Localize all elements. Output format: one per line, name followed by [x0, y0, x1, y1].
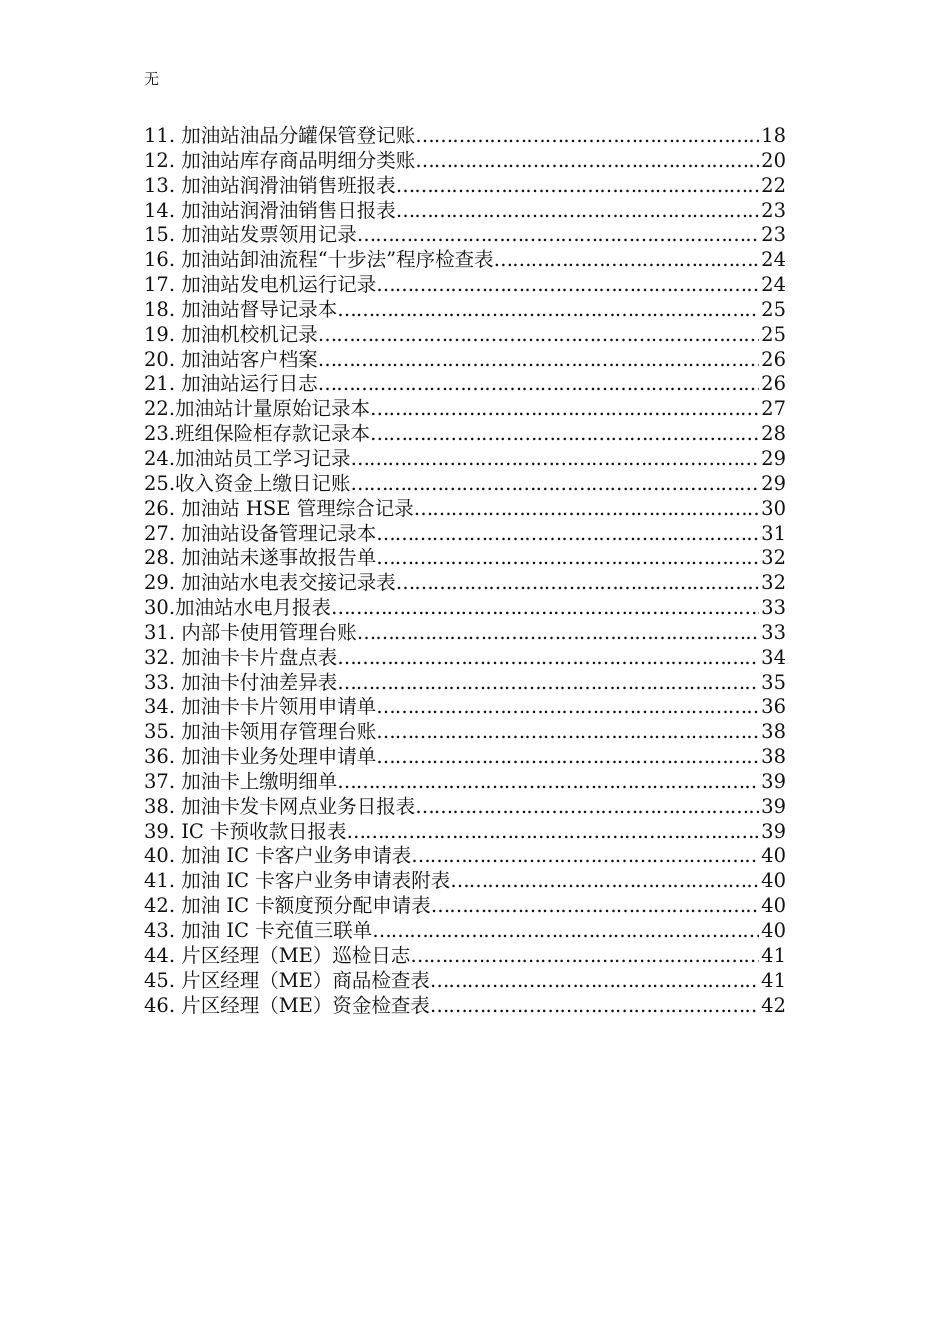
toc-dot-leader	[396, 174, 759, 199]
toc-entry-title: 30.加油站水电月报表	[144, 596, 332, 620]
toc-dot-leader	[376, 522, 759, 547]
toc-dot-leader	[396, 571, 759, 596]
toc-dot-leader	[347, 820, 760, 845]
toc-dot-leader	[376, 745, 759, 770]
toc-page-number: 33	[761, 620, 786, 644]
toc-page-number: 38	[761, 720, 786, 744]
toc-entry-title: 14. 加油站润滑油销售日报表	[144, 198, 396, 222]
toc-dot-leader	[431, 894, 759, 919]
toc-dot-leader	[430, 994, 759, 1019]
toc-page-number: 26	[761, 347, 786, 371]
toc-entry-title: 26. 加油站 HSE 管理综合记录	[144, 496, 414, 520]
toc-entry[interactable]	[144, 869, 806, 894]
toc-entry-title: 18. 加油站督导记录本	[144, 297, 338, 321]
toc-dot-leader	[372, 919, 759, 944]
toc-entry[interactable]	[144, 248, 806, 273]
toc-entry[interactable]	[144, 199, 806, 224]
toc-entry[interactable]	[144, 969, 806, 994]
toc-entry-title: 34. 加油卡卡片领用申请单	[144, 695, 377, 719]
toc-entry[interactable]	[144, 770, 806, 795]
toc-entry[interactable]	[144, 795, 806, 820]
toc-dot-leader	[337, 646, 759, 671]
toc-entry[interactable]	[144, 323, 806, 348]
toc-page-number: 25	[761, 322, 786, 346]
toc-entry-title: 28. 加油站未遂事故报告单	[144, 546, 377, 570]
toc-page-number: 33	[761, 596, 786, 620]
toc-entry[interactable]	[144, 348, 806, 373]
toc-entry-title: 37. 加油卡上缴明细单	[144, 769, 338, 793]
toc-entry[interactable]	[144, 919, 806, 944]
toc-dot-leader	[494, 248, 760, 273]
toc-page-number: 40	[761, 919, 786, 942]
toc-entry[interactable]	[144, 546, 806, 571]
toc-dot-leader	[337, 298, 759, 323]
toc-entry-title: 27. 加油站设备管理记录本	[144, 521, 377, 545]
toc-page-number: 41	[761, 968, 786, 992]
toc-page-number: 38	[761, 745, 786, 769]
toc-entry[interactable]	[144, 273, 806, 298]
toc-entry-title: 44. 片区经理（ME）巡检日志	[144, 943, 411, 967]
toc-page-number: 30	[761, 496, 786, 520]
toc-entry[interactable]	[144, 720, 806, 745]
toc-page-number: 40	[761, 894, 786, 918]
toc-entry-title: 12. 加油站库存商品明细分类账	[144, 148, 416, 172]
toc-dot-leader	[318, 348, 759, 373]
toc-entry-title: 46. 片区经理（ME）资金检查表	[144, 993, 430, 1017]
toc-page-number: 39	[761, 819, 786, 843]
toc-page-number: 24	[761, 273, 786, 297]
toc-entry[interactable]	[144, 695, 806, 720]
toc-page-number: 23	[761, 223, 786, 247]
toc-entry[interactable]	[144, 745, 806, 770]
toc-entry[interactable]	[144, 994, 806, 1019]
toc-page-number: 36	[761, 695, 786, 719]
toc-entry-title: 42. 加油 IC 卡额度预分配申请表	[144, 894, 431, 918]
toc-entry[interactable]	[144, 894, 806, 919]
toc-entry-title: 16. 加油站卸油流程“十步法”程序检查表	[144, 248, 494, 272]
toc-page-number: 27	[761, 397, 786, 421]
toc-entry[interactable]	[144, 472, 806, 497]
toc-entry-title: 17. 加油站发电机运行记录	[144, 273, 377, 297]
toc-dot-leader	[414, 497, 759, 522]
toc-entry[interactable]	[144, 422, 806, 447]
toc-page-number: 32	[761, 546, 786, 570]
toc-entry-title: 40. 加油 IC 卡客户业务申请表	[144, 844, 412, 868]
toc-dot-leader	[318, 323, 759, 348]
toc-page-number: 22	[761, 173, 786, 197]
toc-entry-title: 45. 片区经理（ME）商品检查表	[144, 968, 430, 992]
toc-entry[interactable]	[144, 571, 806, 596]
toc-entry[interactable]	[144, 522, 806, 547]
toc-dot-leader	[376, 695, 759, 720]
toc-entry[interactable]	[144, 447, 806, 472]
toc-dot-leader	[410, 944, 759, 969]
toc-entry[interactable]	[144, 124, 806, 149]
toc-dot-leader	[430, 969, 759, 994]
toc-entry-title: 24.加油站员工学习记录	[144, 446, 351, 470]
toc-entry[interactable]	[144, 944, 806, 969]
toc-entry[interactable]	[144, 149, 806, 174]
toc-entry-title: 43. 加油 IC 卡充值三联单	[144, 919, 373, 942]
toc-entry-title: 21. 加油站运行日志	[144, 372, 318, 396]
toc-entry-title: 38. 加油卡发卡网点业务日报表	[144, 794, 416, 818]
toc-page-number: 29	[761, 471, 786, 495]
toc-page-number: 32	[761, 571, 786, 595]
toc-entry[interactable]	[144, 671, 806, 696]
toc-entry[interactable]	[144, 596, 806, 621]
toc-dot-leader	[396, 199, 759, 224]
toc-entry-title: 39. IC 卡预收款日报表	[144, 819, 347, 843]
toc-page-number: 24	[761, 248, 786, 272]
toc-entry-title: 13. 加油站润滑油销售班报表	[144, 173, 396, 197]
toc-page-number: 28	[761, 422, 786, 446]
toc-entry-title: 23.班组保险柜存款记录本	[144, 422, 371, 446]
toc-entry[interactable]	[144, 646, 806, 671]
toc-page-number: 40	[761, 869, 786, 893]
toc-entry-title: 32. 加油卡卡片盘点表	[144, 645, 338, 669]
toc-entry[interactable]	[144, 844, 806, 869]
toc-entry[interactable]	[144, 223, 806, 248]
toc-dot-leader	[376, 546, 759, 571]
table-of-contents	[144, 124, 806, 1018]
toc-dot-leader	[318, 372, 759, 397]
toc-dot-leader	[331, 596, 759, 621]
toc-entry-title: 29. 加油站水电表交接记录表	[144, 571, 396, 595]
toc-dot-leader	[376, 273, 759, 298]
toc-page-number: 20	[761, 148, 786, 172]
toc-entry-title: 31. 内部卡使用管理台账	[144, 620, 357, 644]
toc-entry[interactable]	[144, 174, 806, 199]
toc-entry-title: 35. 加油卡领用存管理台账	[144, 720, 377, 744]
toc-page-number: 18	[761, 124, 786, 147]
toc-entry[interactable]	[144, 372, 806, 397]
toc-page-number: 35	[761, 670, 786, 694]
toc-dot-leader	[376, 720, 759, 745]
toc-dot-leader	[337, 770, 759, 795]
toc-entry-title: 19. 加油机校机记录	[144, 322, 318, 346]
toc-dot-leader	[450, 869, 759, 894]
toc-entry-title: 33. 加油卡付油差异表	[144, 670, 338, 694]
toc-page-number: 42	[761, 993, 786, 1017]
toc-dot-leader	[415, 149, 759, 174]
toc-entry[interactable]	[144, 621, 806, 646]
toc-dot-leader	[411, 844, 759, 869]
toc-entry-title: 41. 加油 IC 卡客户业务申请表附表	[144, 869, 451, 893]
toc-entry[interactable]	[144, 497, 806, 522]
toc-dot-leader	[351, 472, 760, 497]
toc-page-number: 41	[761, 943, 786, 967]
toc-page-number: 29	[761, 446, 786, 470]
toc-dot-leader	[357, 223, 759, 248]
toc-page-number: 23	[761, 198, 786, 222]
toc-dot-leader	[415, 124, 759, 149]
toc-dot-leader	[370, 422, 759, 447]
toc-entry-title: 22.加油站计量原始记录本	[144, 397, 371, 421]
toc-page-number: 31	[761, 521, 786, 545]
page-header: 无	[144, 70, 160, 88]
toc-entry-title: 36. 加油卡业务处理申请单	[144, 745, 377, 769]
toc-page-number: 40	[761, 844, 786, 868]
toc-page-number: 39	[761, 794, 786, 818]
toc-entry-title: 15. 加油站发票领用记录	[144, 223, 357, 247]
toc-entry[interactable]	[144, 397, 806, 422]
toc-dot-leader	[351, 447, 760, 472]
toc-entry[interactable]	[144, 298, 806, 323]
toc-page-number: 25	[761, 297, 786, 321]
toc-dot-leader	[370, 397, 759, 422]
toc-page-number: 39	[761, 769, 786, 793]
toc-entry[interactable]	[144, 820, 806, 845]
toc-entry-title: 25.收入资金上缴日记账	[144, 471, 351, 495]
toc-entry-title: 11. 加油站油品分罐保管登记账	[144, 124, 416, 147]
toc-dot-leader	[357, 621, 759, 646]
toc-dot-leader	[337, 671, 759, 696]
toc-entry-title: 20. 加油站客户档案	[144, 347, 318, 371]
toc-dot-leader	[415, 795, 759, 820]
toc-page-number: 26	[761, 372, 786, 396]
toc-page-number: 34	[761, 645, 786, 669]
